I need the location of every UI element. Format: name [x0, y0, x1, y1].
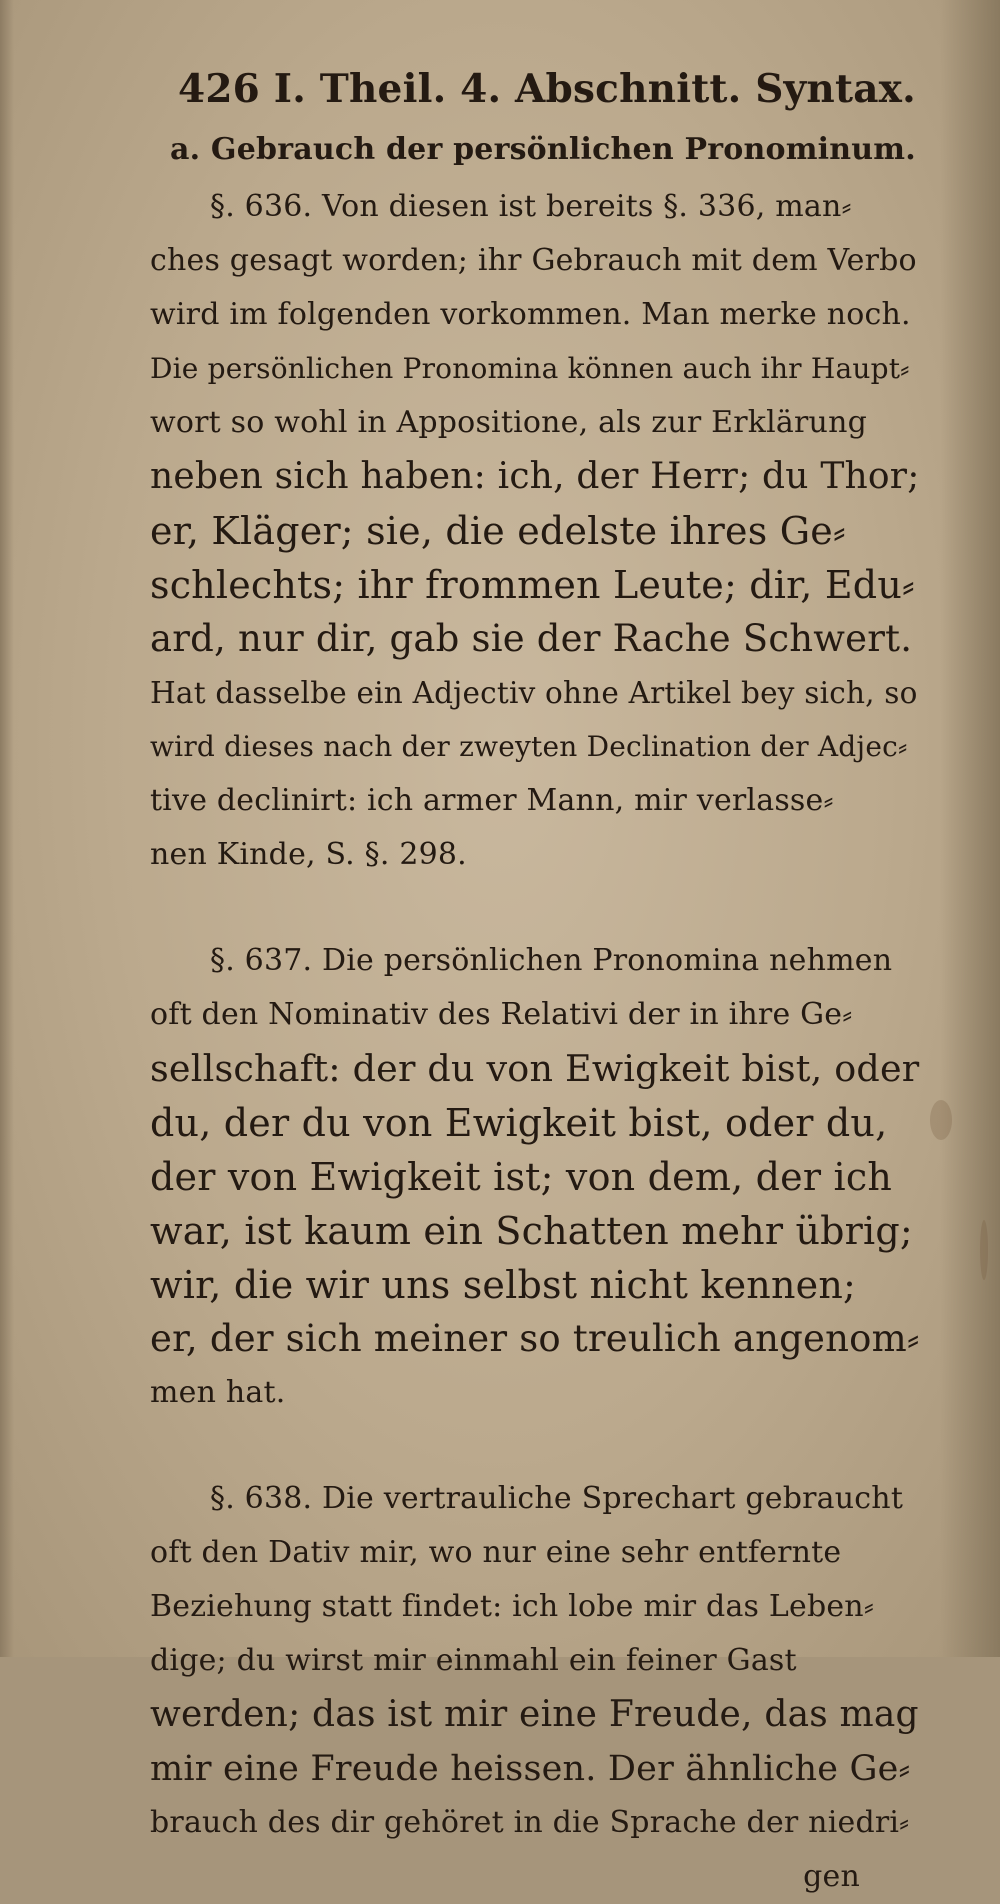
- text-line: nen Kinde, S. §. 298.: [150, 837, 467, 872]
- text-line: wird im folgenden vorkommen. Man merke noch.: [150, 297, 911, 332]
- catchword: gen: [803, 1859, 860, 1894]
- text-line: mir eine Freude heissen. Der ähnliche Ge⸗: [150, 1749, 911, 1789]
- text-line: dige; du wirst mir einmahl ein feiner Gast: [150, 1643, 797, 1678]
- text-line: war, ist kaum ein Schatten mehr übrig;: [150, 1209, 913, 1253]
- text-line: er, Kläger; sie, die edelste ihres Ge⸗: [150, 509, 846, 553]
- text-line: ches gesagt worden; ihr Gebrauch mit dem Verbo: [150, 243, 917, 278]
- text-line: schlechts; ihr frommen Leute; dir, Edu⸗: [150, 563, 915, 607]
- paragraph-gap: [150, 882, 920, 934]
- text-line: oft den Dativ mir, wo nur eine sehr entfernte: [150, 1535, 842, 1570]
- text-line: sellschaft: der du von Ewigkeit bist, oder: [150, 1047, 920, 1090]
- text-line: men hat.: [150, 1375, 286, 1410]
- paragraph-637: [150, 934, 920, 1420]
- text-line: tive declinirt: ich armer Mann, mir verlasse⸗: [150, 783, 834, 818]
- text-line: §. 637. Die persönlichen Pronomina nehmen: [210, 943, 893, 978]
- text-line: wird dieses nach der zweyten Declination der Adjec⸗: [150, 730, 908, 763]
- paper-stain: [930, 1100, 952, 1140]
- paragraph-gap: [150, 1420, 920, 1472]
- paper-stain: [980, 1220, 988, 1280]
- page-edge-shadow-left: [0, 0, 14, 1657]
- text-line: werden; das ist mir eine Freude, das mag: [150, 1694, 919, 1735]
- text-line: ard, nur dir, gab sie der Rache Schwert.: [150, 617, 913, 660]
- text-line: er, der sich meiner so treulich angenom⸗: [150, 1317, 920, 1360]
- text-block: [150, 58, 920, 1904]
- text-line: brauch des dir gehöret in die Sprache der niedri⸗: [150, 1805, 910, 1840]
- text-line: Beziehung statt findet: ich lobe mir das Leben⸗: [150, 1589, 875, 1624]
- section-heading: a. Gebrauch der persönlichen Pronominum.: [170, 132, 916, 167]
- text-line: neben sich haben: ich, der Herr; du Thor;: [150, 456, 920, 497]
- text-line: §. 636. Von diesen ist bereits §. 336, man⸗: [210, 189, 852, 224]
- text-line: Hat dasselbe ein Adjectiv ohne Artikel bey sich, so: [150, 676, 918, 710]
- page-edge-shadow-right: [940, 0, 1000, 1657]
- paragraph-636: [150, 180, 920, 882]
- text-line: wort so wohl in Appositione, als zur Erklärung: [150, 405, 867, 440]
- running-header: 426 I. Theil. 4. Abschnitt. Syntax.: [178, 66, 916, 112]
- text-line: du, der du von Ewigkeit bist, oder du,: [150, 1101, 888, 1145]
- text-line: §. 638. Die vertrauliche Sprechart gebraucht: [210, 1481, 904, 1516]
- text-line: Die persönlichen Pronomina können auch ihr Haupt⸗: [150, 352, 910, 385]
- text-line: der von Ewigkeit ist; von dem, der ich: [150, 1155, 892, 1199]
- paragraph-638: [150, 1472, 920, 1850]
- text-line: oft den Nominativ des Relativi der in ihre Ge⸗: [150, 997, 853, 1032]
- text-line: wir, die wir uns selbst nicht kennen;: [150, 1263, 857, 1307]
